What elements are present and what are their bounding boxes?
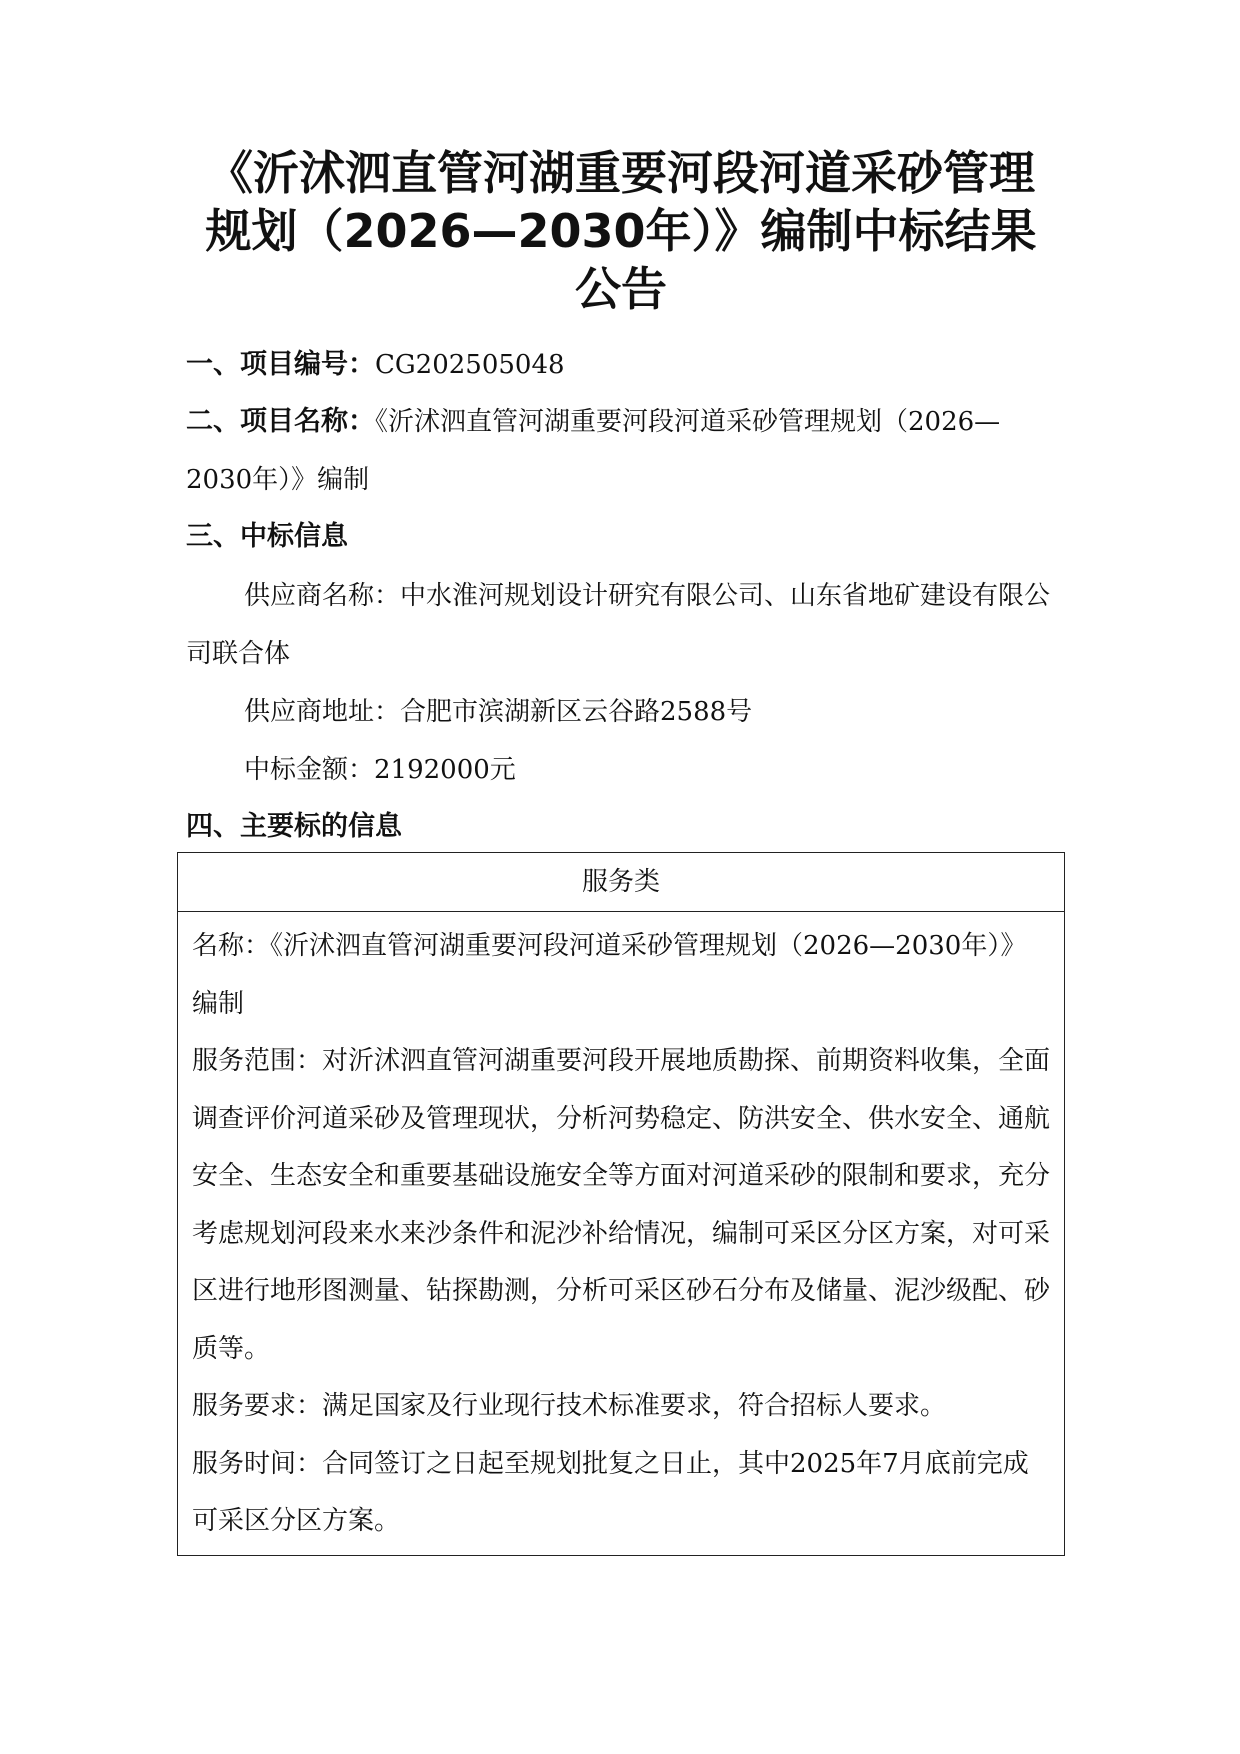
award-info-heading: 三、中标信息 — [186, 521, 348, 552]
service-scope: 服务范围：对沂沭泗直管河湖重要河段开展地质勘探、前期资料收集，全面调查评价河道采砂及管理现状，分析河势稳定、防洪安全、供水安全、通航安全、生态安全和重要基础设施安全等方面对河道采砂的限制和要求，充分考虑规划河段来水来沙条件和泥沙补给情况，编制可采区分区方案，对可采区进行地形图测量、钻探勘测，分析可采区砂石分布及储量、泥沙级配、砂质等。 — [192, 1046, 1051, 1364]
main-subject-heading: 四、主要标的信息 — [186, 811, 402, 842]
page-title: 《沂沭泗直管河湖重要河段河道采砂管理规划（2026—2030年）》编制中标结果公告 — [205, 146, 1037, 316]
supplier-address: 供应商地址：合肥市滨湖新区云谷路2588号 — [244, 697, 753, 727]
project-number-value: CG202505048 — [375, 350, 565, 380]
project-number-label: 一、项目编号： — [186, 349, 375, 380]
project-name-value: 《沂沭泗直管河湖重要河段河道采砂管理规划（2026—2030年）》编制 — [186, 407, 1001, 495]
table-header: 服务类 — [178, 853, 1064, 912]
table-body — [178, 912, 1064, 1551]
project-name-label: 二、项目名称： — [186, 406, 375, 437]
service-requirement: 服务要求：满足国家及行业现行技术标准要求，符合招标人要求。 — [192, 1391, 947, 1421]
supplier-name: 供应商名称：中水淮河规划设计研究有限公司、山东省地矿建设有限公司联合体 — [186, 581, 1051, 669]
project-number-row — [186, 345, 565, 385]
service-name: 名称：《沂沭泗直管河湖重要河段河道采砂管理规划（2026—2030年）》编制 — [192, 931, 1027, 1019]
award-amount: 中标金额：2192000元 — [244, 755, 516, 785]
project-name-row — [186, 393, 1052, 509]
service-time: 服务时间：合同签订之日起至规划批复之日止，其中2025年7月底前完成可采区分区方案。 — [192, 1448, 1029, 1536]
subject-info-table — [177, 852, 1065, 1556]
